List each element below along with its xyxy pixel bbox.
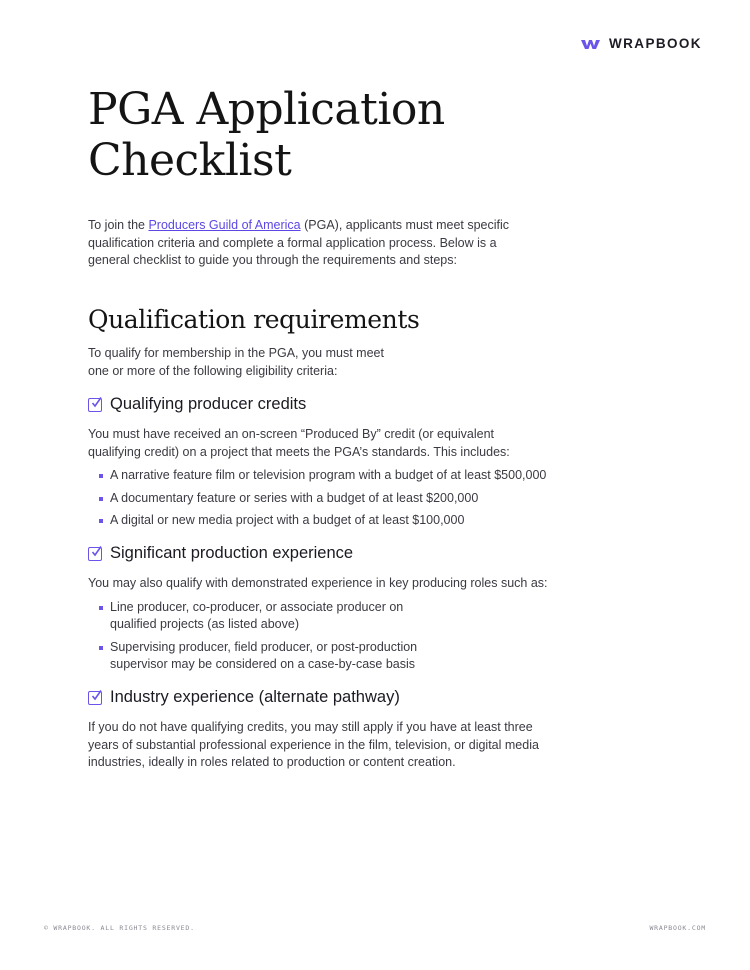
criteria-header [88, 544, 568, 563]
checkbox-checked-icon [88, 398, 102, 412]
list-item: Supervising producer, field producer, or post-production supervisor may be considered on a case-by-case basis [88, 639, 418, 674]
checkbox-checked-icon [88, 691, 102, 705]
list-item: A documentary feature or series with a budget of at least $200,000 [88, 490, 568, 508]
criteria-section-experience [88, 544, 568, 679]
criteria-description: You must have received an on-screen “Produced By” credit (or equivalent qualifying credit) on a project that meets the PGA’s standards. This includes: [88, 427, 510, 459]
section-heading: Qualification requirements [88, 305, 420, 334]
brand-name: WRAPBOOK [609, 36, 702, 51]
footer-website-link[interactable]: WRAPBOOK.COM [649, 924, 706, 932]
criteria-bullet-list [88, 467, 568, 530]
footer-copyright: © WRAPBOOK. ALL RIGHTS RESERVED. [44, 924, 195, 932]
intro-text-after: (PGA), applicants must meet specific qualification criteria and complete a formal application process. Below is a general checklist to guide you through the requirements and steps: [88, 218, 510, 267]
list-item: A narrative feature film or television program with a budget of at least $500,000 [88, 467, 568, 485]
list-item: Line producer, co-producer, or associate producer on qualified projects (as listed above) [88, 599, 418, 634]
wrapbook-logo-icon [581, 38, 603, 50]
criteria-section-industry [88, 688, 568, 772]
brand-logo[interactable] [581, 36, 702, 51]
criteria-bullet-list [88, 599, 418, 674]
pga-link[interactable]: Producers Guild of America [148, 218, 301, 232]
criteria-title: Significant production experience [110, 544, 354, 562]
criteria-description: You may also qualify with demonstrated experience in key producing roles such as: [88, 576, 548, 590]
criteria-description: If you do not have qualifying credits, you may still apply if you have at least three years of substantial professional experience in the film, television, or digital media industries, ideally in roles related to production or content creation. [88, 720, 539, 769]
qualification-intro: To qualify for membership in the PGA, you must meet one or more of the following eligibility criteria: [88, 346, 384, 378]
checkbox-checked-icon [88, 547, 102, 561]
criteria-title: Qualifying producer credits [110, 395, 307, 413]
page-title: PGA Application Checklist [88, 84, 445, 186]
criteria-header [88, 688, 568, 707]
criteria-title: Industry experience (alternate pathway) [110, 688, 400, 706]
intro-text-before: To join the [88, 218, 149, 232]
criteria-section-credits [88, 395, 568, 535]
criteria-header [88, 395, 568, 414]
list-item: A digital or new media project with a budget of at least $100,000 [88, 512, 568, 530]
intro-paragraph [88, 217, 538, 270]
